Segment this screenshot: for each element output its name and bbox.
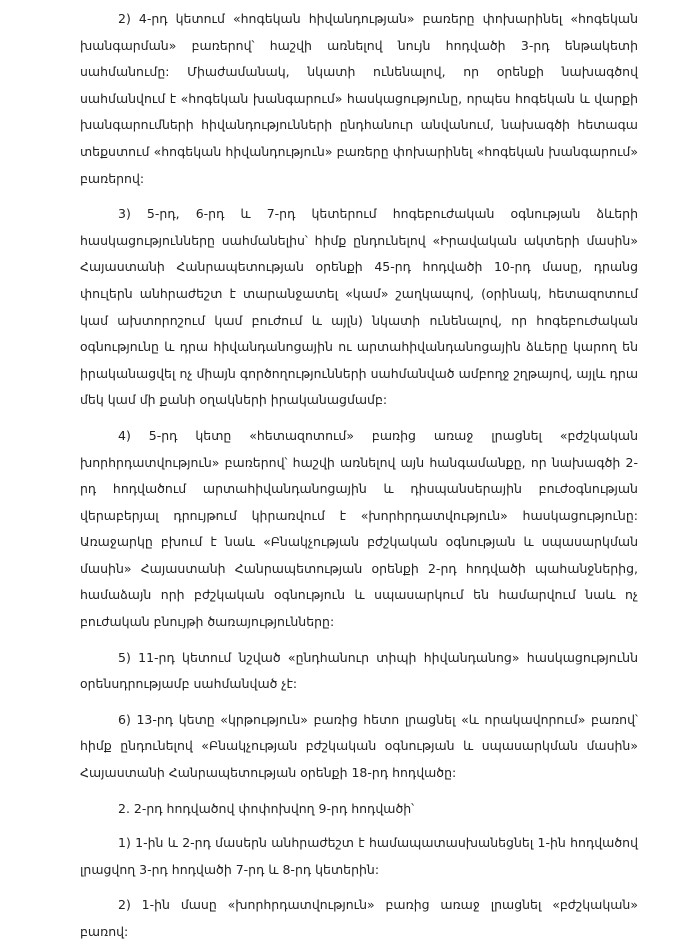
paragraph-2-5: 5) 11-րդ կետում նշված «ընդհանուր տիպի հիվանդանոց» հասկացությունն օրենսդրությամբ սահմանված չէ:: [80, 649, 638, 692]
paragraph-2-3: 3) 5-րդ, 6-րդ և 7-րդ կետերում հոգեբուժական օգնության ձևերի հասկացությունները սահմանելիս՝ հիմք ընդունելով «Իրավական ակտերի մասին» Հայաստանի Հանրապետության օրենքի 45-րդ հոդվածի 10-րդ մասը, դրանց փուլերն անհրաժեշտ է տարանջատել «կամ» շաղկապով, (օրինակ, հետազոտում կամ ախտորոշում կամ բուժում և այլն) նկատի ունենալով, որ հոգեբուժական օգնությունը և դրա հիվանդանոցային ու արտահիվանդանոցային ձևերը կարող են իրականացվել ոչ միայն գործողությունների սահմանված ամբողջ շղթայով, այլև դրա մեկ կամ մի քանի օղակների իրականացմամբ:: [80, 206, 638, 408]
paragraph-article-9-2: 2) 1-ին մասը «խորհրդատվություն» բառից առաջ լրացնել «բժշկական» բառով:: [80, 897, 638, 939]
paragraph-article-9-1: 1) 1-ին և 2-րդ մասերն անհրաժեշտ է համապատասխանեցնել 1-ին հոդվածով լրացվող 3-րդ հոդվածի 7-րդ և 8-րդ կետերին:: [80, 835, 638, 877]
paragraph-2-6: 6) 13-րդ կետը «կրթություն» բառից հետո լրացնել «և որակավորում» բառով՝ հիմք ընդունելով «Բնակչության բժշկական օգնության և սպասարկման մասին» Հայաստանի Հանրապետության օրենքի 18-րդ հոդվածը:: [80, 711, 638, 781]
section-heading-article-2: 2. 2-րդ հոդվածով փոփոխվող 9-րդ հոդվածի՝: [118, 800, 415, 816]
paragraph-2-4: 2) 4-րդ կետում «հոգեկան հիվանդության» բառերը փոխարինել «հոգեկան խանգարման» բառերով՝ հաշվի առնելով նույն հոդվածի 3-րդ ենթակետի սահմանումը: Միաժամանակ, նկատի ունենալով, որ օրենքի նախագծով սահմանվում է «հոգեկան խանգարում» հասկացությունը, որպես հոգեկան և վարքի խանգարումների հիվանդությունների ընդհանուր անվանում, նախագծի հետագա տեքստում «հոգեկան հիվանդություն» բառերը փոխարինել «հոգեկան խանգարում» բառերով:: [80, 11, 638, 186]
paragraph-2-4-consultation: 4) 5-րդ կետը «հետազոտում» բառից առաջ լրացնել «բժշկական խորհրդատվություն» բառերով՝ հաշվի առնելով այն հանգամանքը, որ նախագծի 2-րդ հոդվածում արտահիվանդանոցային և դիսպանսերային բուժօգնության վերաբերյալ դրույթում կիրառվում է «խորհրդատվություն» հասկացությունը: Առաջարկը բխում է նաև «Բնակչության բժշկական օգնության և սպասարկման մասին» Հայաստանի Հանրապետության օրենքի 2-րդ հոդվածի պահանջներից, համաձայն որի բժշկական օգնություն և սպասարկում են համարվում նաև ոչ բուժական բնույթի ծառայությունները:: [80, 427, 638, 630]
